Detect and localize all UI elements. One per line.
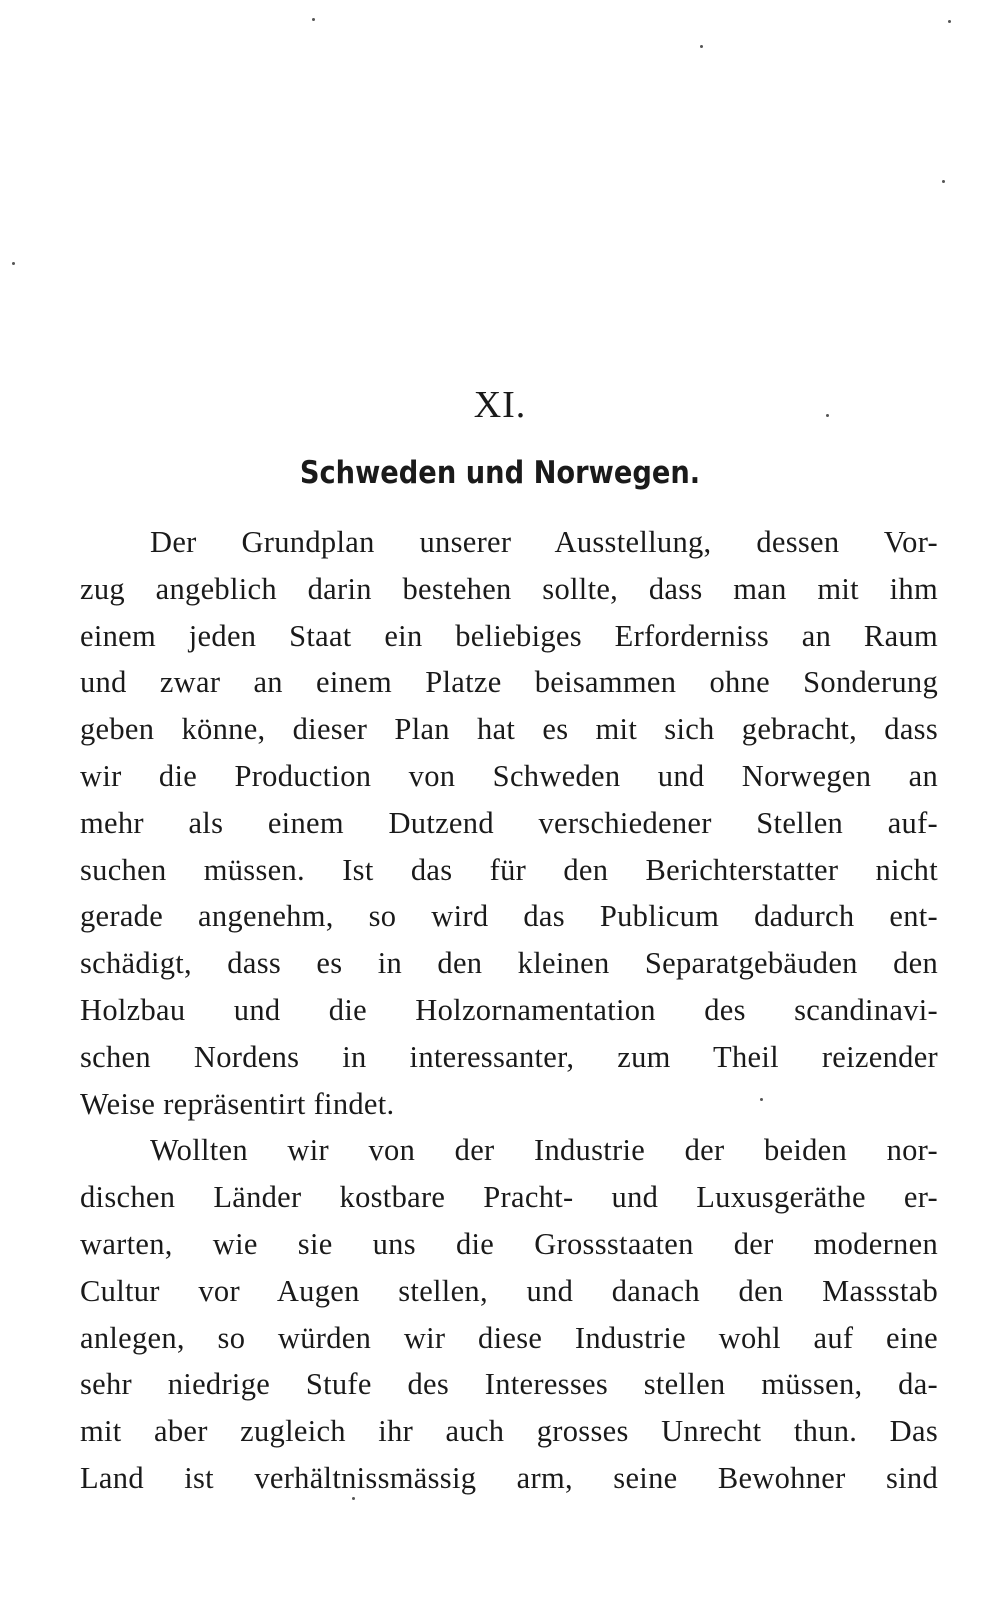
print-speck	[352, 1497, 355, 1500]
text-line: sehr niedrige Stufe des Interesses stellen müssen, da-	[80, 1367, 938, 1402]
print-speck	[12, 262, 15, 265]
print-speck	[312, 18, 315, 21]
text-line: suchen müssen. Ist das für den Berichterstatter nicht	[80, 852, 938, 887]
print-speck	[760, 1098, 763, 1101]
text-line: Der Grundplan unserer Ausstellung, dessen Vor-	[150, 525, 938, 559]
print-speck	[826, 414, 829, 417]
text-line: mit aber zugleich ihr auch grosses Unrecht thun. Das	[80, 1414, 938, 1449]
chapter-number: XI.	[473, 384, 527, 426]
print-speck	[700, 45, 703, 48]
text-line: Weise repräsentirt findet.	[80, 1086, 395, 1121]
text-line: anlegen, so würden wir diese Industrie wohl auf eine	[80, 1320, 938, 1355]
print-speck	[942, 180, 945, 183]
text-line: zug angeblich darin bestehen sollte, dass man mit ihm	[80, 571, 938, 606]
text-line: gerade angenehm, so wird das Publicum dadurch ent-	[80, 899, 938, 934]
text-line: Land ist verhältnissmässig arm, seine Bewohner sind	[80, 1460, 938, 1495]
chapter-title: Schweden und Norwegen.	[299, 455, 701, 491]
text-line: Wollten wir von der Industrie der beiden nor-	[150, 1133, 938, 1168]
text-line: Holzbau und die Holzornamentation des scandinavi-	[80, 992, 938, 1027]
text-line: dischen Länder kostbare Pracht- und Luxusgeräthe er-	[80, 1180, 938, 1215]
paragraph	[80, 1127, 938, 1501]
text-line: schen Nordens in interessanter, zum Theil reizender	[80, 1039, 938, 1074]
text-line: und zwar an einem Platze beisammen ohne Sonderung	[80, 665, 938, 700]
text-line: wir die Production von Schweden und Norwegen an	[80, 758, 938, 793]
text-line: warten, wie sie uns die Grossstaaten der modernen	[80, 1226, 938, 1261]
text-line: geben könne, dieser Plan hat es mit sich gebracht, dass	[80, 712, 938, 747]
text-line: einem jeden Staat ein beliebiges Erforderniss an Raum	[80, 618, 938, 653]
print-speck	[948, 20, 951, 23]
paragraph	[80, 519, 938, 1127]
text-line: Cultur vor Augen stellen, und danach den Massstab	[80, 1273, 938, 1308]
text-line: schädigt, dass es in den kleinen Separatgebäuden den	[80, 946, 938, 981]
body-text	[80, 519, 938, 1502]
text-line: mehr als einem Dutzend verschiedener Stellen auf-	[80, 805, 938, 840]
